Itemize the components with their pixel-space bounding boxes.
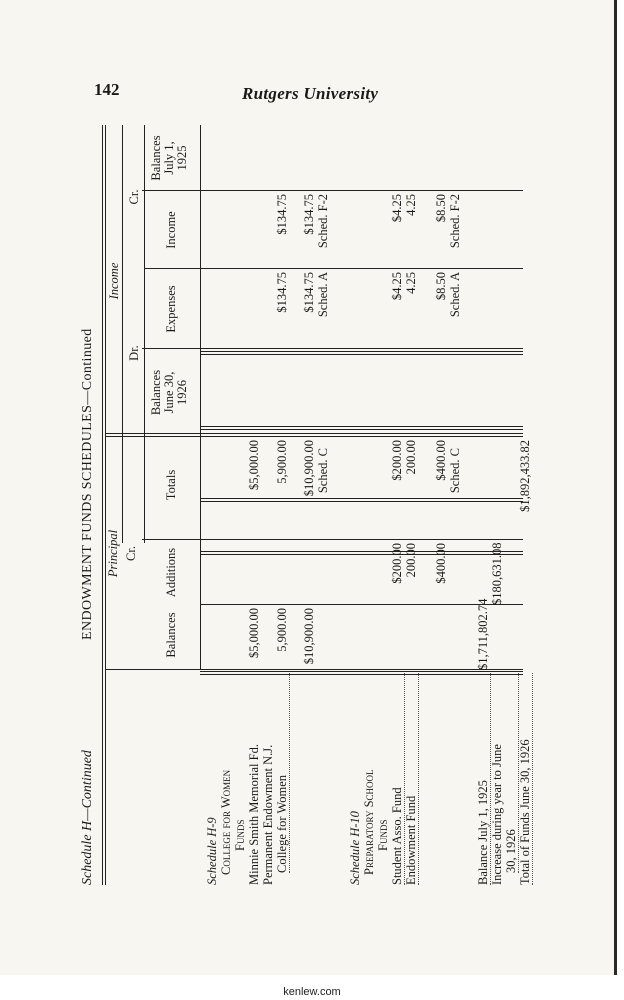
h9-row1-totals: $5,000.00 bbox=[247, 440, 261, 490]
h9-group-1: College for Women bbox=[219, 769, 233, 875]
rule-col-c bbox=[105, 433, 523, 437]
h10-row1-expenses: $4.25 bbox=[390, 272, 404, 301]
h10-row2-totals: 200.00 bbox=[404, 440, 418, 475]
h9-row1-label: Minnie Smith Memorial Fd. bbox=[247, 744, 261, 885]
rule-group-5 bbox=[200, 671, 523, 675]
summary-total-label: Total of Funds June 30, 1926 bbox=[518, 673, 533, 885]
header-additions: Additions bbox=[164, 547, 178, 598]
h10-sum-totals: $400.00 bbox=[434, 440, 448, 481]
rule-col-f bbox=[142, 190, 523, 191]
h9-sum-income-ref: Sched. F-2 bbox=[316, 194, 330, 249]
table-title: ENDOWMENT FUNDS SCHEDULES—Continued bbox=[80, 328, 95, 640]
summary-balance-value: $1,711,802.74 bbox=[476, 598, 490, 670]
header-income: Income bbox=[107, 262, 121, 300]
header-bal-june: Balances June 30, 1926 bbox=[149, 369, 189, 416]
rule-header-bottom bbox=[200, 125, 201, 670]
header-expenses: Expenses bbox=[164, 285, 178, 333]
rule-group-4 bbox=[200, 551, 523, 555]
header-income-col: Income bbox=[164, 211, 178, 249]
h10-row2-label: Endowment Fund bbox=[404, 673, 419, 885]
h9-sum-expenses: $134.75 bbox=[302, 272, 316, 313]
h10-row1-additions: $200.00 bbox=[390, 543, 404, 584]
header-balances: Balances bbox=[164, 612, 178, 658]
rule-income-mid bbox=[144, 125, 145, 543]
rule-col-e bbox=[144, 268, 523, 269]
h10-group-2: Funds bbox=[376, 819, 390, 851]
watermark: kenlew.com bbox=[283, 986, 341, 998]
header-principal-cr: Cr. bbox=[124, 546, 138, 561]
h10-row2-income: 4.25 bbox=[404, 194, 418, 216]
summary-balance-label: Balance July 1, 1925 bbox=[476, 673, 491, 885]
h9-row1-balances: $5,000.00 bbox=[247, 608, 261, 658]
h9-group-2: Funds bbox=[233, 819, 247, 851]
h10-row1-income: $4.25 bbox=[390, 194, 404, 223]
h10-sum-additions: $400.00 bbox=[434, 543, 448, 584]
rule-group-2 bbox=[200, 426, 523, 430]
h9-row2-label-2: College for Women bbox=[275, 673, 290, 873]
h10-sum-totals-ref: Sched. C bbox=[448, 448, 462, 494]
h10-sum-income: $8.50 bbox=[434, 194, 448, 223]
rule-group-1 bbox=[200, 351, 523, 355]
h9-row2-totals: 5,900.00 bbox=[275, 440, 289, 484]
rotated-table bbox=[80, 125, 532, 885]
rule-col-a bbox=[200, 604, 523, 605]
rule-income-top bbox=[122, 125, 123, 543]
summary-increase-value: $180,631.08 bbox=[490, 542, 504, 605]
h9-sum-balances: $10,900.00 bbox=[302, 608, 316, 665]
header-income-dr: Dr. bbox=[127, 345, 141, 361]
h9-row2-income: $134.75 bbox=[275, 194, 289, 235]
header-income-cr: Cr. bbox=[127, 189, 141, 205]
running-head: Rutgers University bbox=[242, 84, 379, 103]
h9-row2-balances: 5,900.00 bbox=[275, 608, 289, 652]
header-principal: Principal bbox=[106, 529, 120, 578]
h9-sum-totals: $10,900.00 bbox=[302, 440, 316, 497]
rule-top bbox=[102, 125, 103, 885]
h9-schedule: Schedule H-9 bbox=[205, 817, 219, 885]
h9-row2-label-1: Permanent Endowment N.J. bbox=[261, 744, 275, 885]
h10-row2-expenses: 4.25 bbox=[404, 272, 418, 294]
rule-col-b bbox=[142, 539, 523, 540]
header-bal-july: Balances July 1, 1925 bbox=[149, 135, 189, 181]
page-number: 142 bbox=[94, 80, 120, 99]
summary-total-value: $1,892,433.82 bbox=[518, 440, 532, 512]
rule-col-d bbox=[142, 348, 523, 349]
h10-sum-expenses-ref: Sched. A bbox=[448, 272, 462, 318]
h10-group-1: Preparatory School bbox=[362, 769, 376, 875]
h10-row1-label: Student Asso. Fund bbox=[390, 673, 405, 885]
h10-row1-totals: $200.00 bbox=[390, 440, 404, 481]
summary-increase-label-2: 30, 1926 bbox=[504, 673, 519, 873]
summary-increase-label-1: Increase during year to June bbox=[490, 744, 504, 885]
h10-row2-additions: 200.00 bbox=[404, 543, 418, 578]
h10-sum-income-ref: Sched. F-2 bbox=[448, 194, 462, 249]
h10-schedule: Schedule H-10 bbox=[348, 811, 362, 885]
rule-top-2 bbox=[105, 125, 106, 885]
schedule-label: Schedule H—Continued bbox=[80, 750, 95, 885]
h9-row2-expenses: $134.75 bbox=[275, 272, 289, 313]
h9-sum-totals-ref: Sched. C bbox=[316, 448, 330, 494]
h9-sum-income: $134.75 bbox=[302, 194, 316, 235]
header-totals: Totals bbox=[164, 469, 178, 501]
h9-sum-expenses-ref: Sched. A bbox=[316, 272, 330, 318]
h10-sum-expenses: $8.50 bbox=[434, 272, 448, 301]
